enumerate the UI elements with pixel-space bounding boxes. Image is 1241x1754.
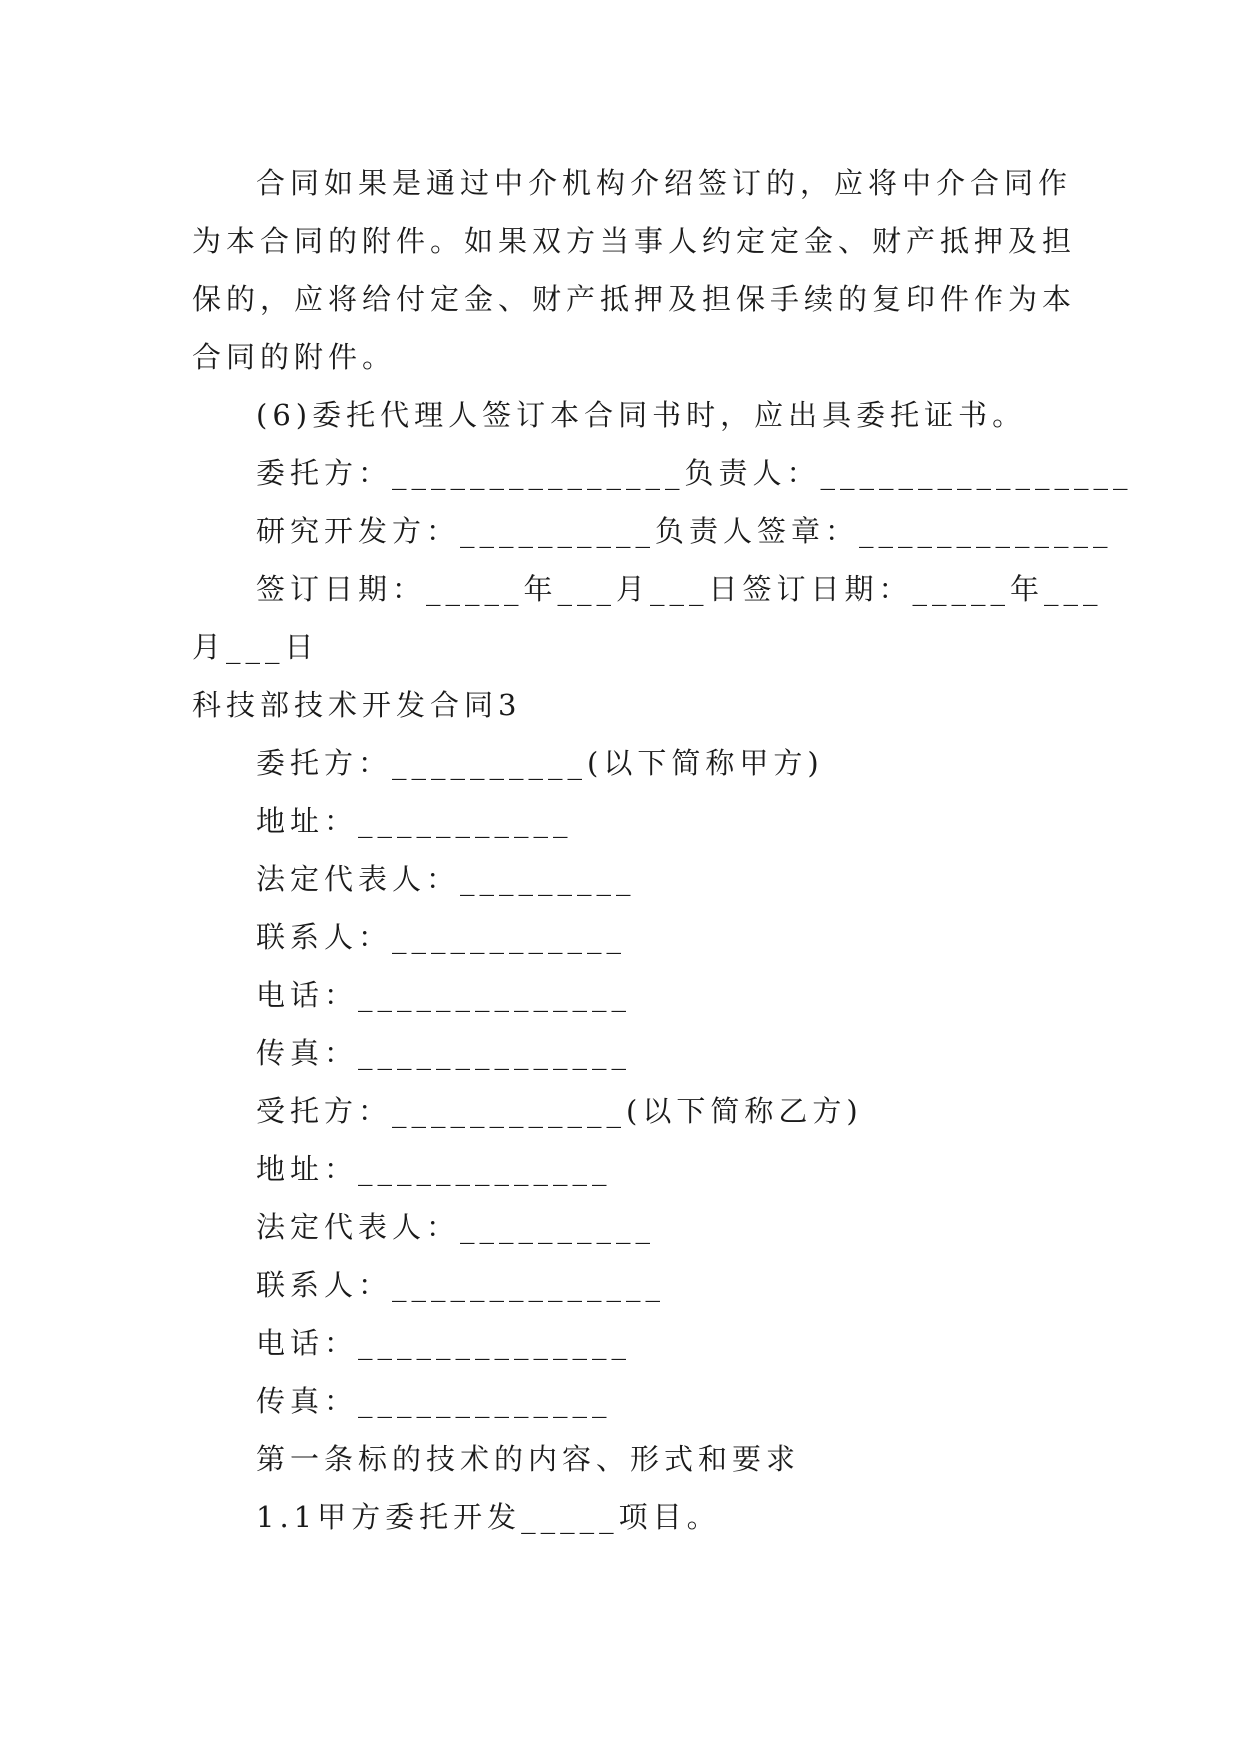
signature-field-line: 研究开发方：__________负责人签章：_____________: [256, 514, 1113, 548]
party-field-line: 传真：_____________: [256, 1384, 612, 1418]
signature-field-line: 委托方：_______________负责人：________________: [256, 456, 1133, 490]
section-title: 科技部技术开发合同3: [192, 688, 522, 722]
party-field-line: 委托方：__________(以下简称甲方): [256, 746, 824, 780]
party-field-line: 电话：______________: [256, 1326, 632, 1360]
party-field-line: 法定代表人：_________: [256, 862, 636, 896]
party-field-line: 法定代表人：__________: [256, 1210, 656, 1244]
paragraph-line: 为本合同的附件。如果双方当事人约定定金、财产抵押及担: [192, 224, 1077, 258]
paragraph-line: 合同如果是通过中介机构介绍签订的，应将中介合同作: [256, 166, 1073, 200]
clause-item: 1.1甲方委托开发_____项目。: [256, 1500, 721, 1534]
party-field-line: 联系人：______________: [256, 1268, 666, 1302]
party-field-line: 联系人：____________: [256, 920, 627, 954]
clause-heading: 第一条标的技术的内容、形式和要求: [256, 1442, 801, 1476]
date-field-line: 月___日: [192, 630, 319, 664]
paragraph-line: 合同的附件。: [192, 340, 397, 374]
party-field-line: 地址：___________: [256, 804, 573, 838]
party-field-line: 受托方：____________(以下简称乙方): [256, 1094, 863, 1128]
date-field-line: 签订日期：_____年___月___日签订日期：_____年___: [256, 572, 1103, 606]
party-field-line: 传真：______________: [256, 1036, 632, 1070]
paragraph-line: 保的，应将给付定金、财产抵押及担保手续的复印件作为本: [192, 282, 1077, 316]
paragraph-line: (6)委托代理人签订本合同书时，应出具委托证书。: [256, 398, 1027, 432]
party-field-line: 电话：______________: [256, 978, 632, 1012]
party-field-line: 地址：_____________: [256, 1152, 612, 1186]
